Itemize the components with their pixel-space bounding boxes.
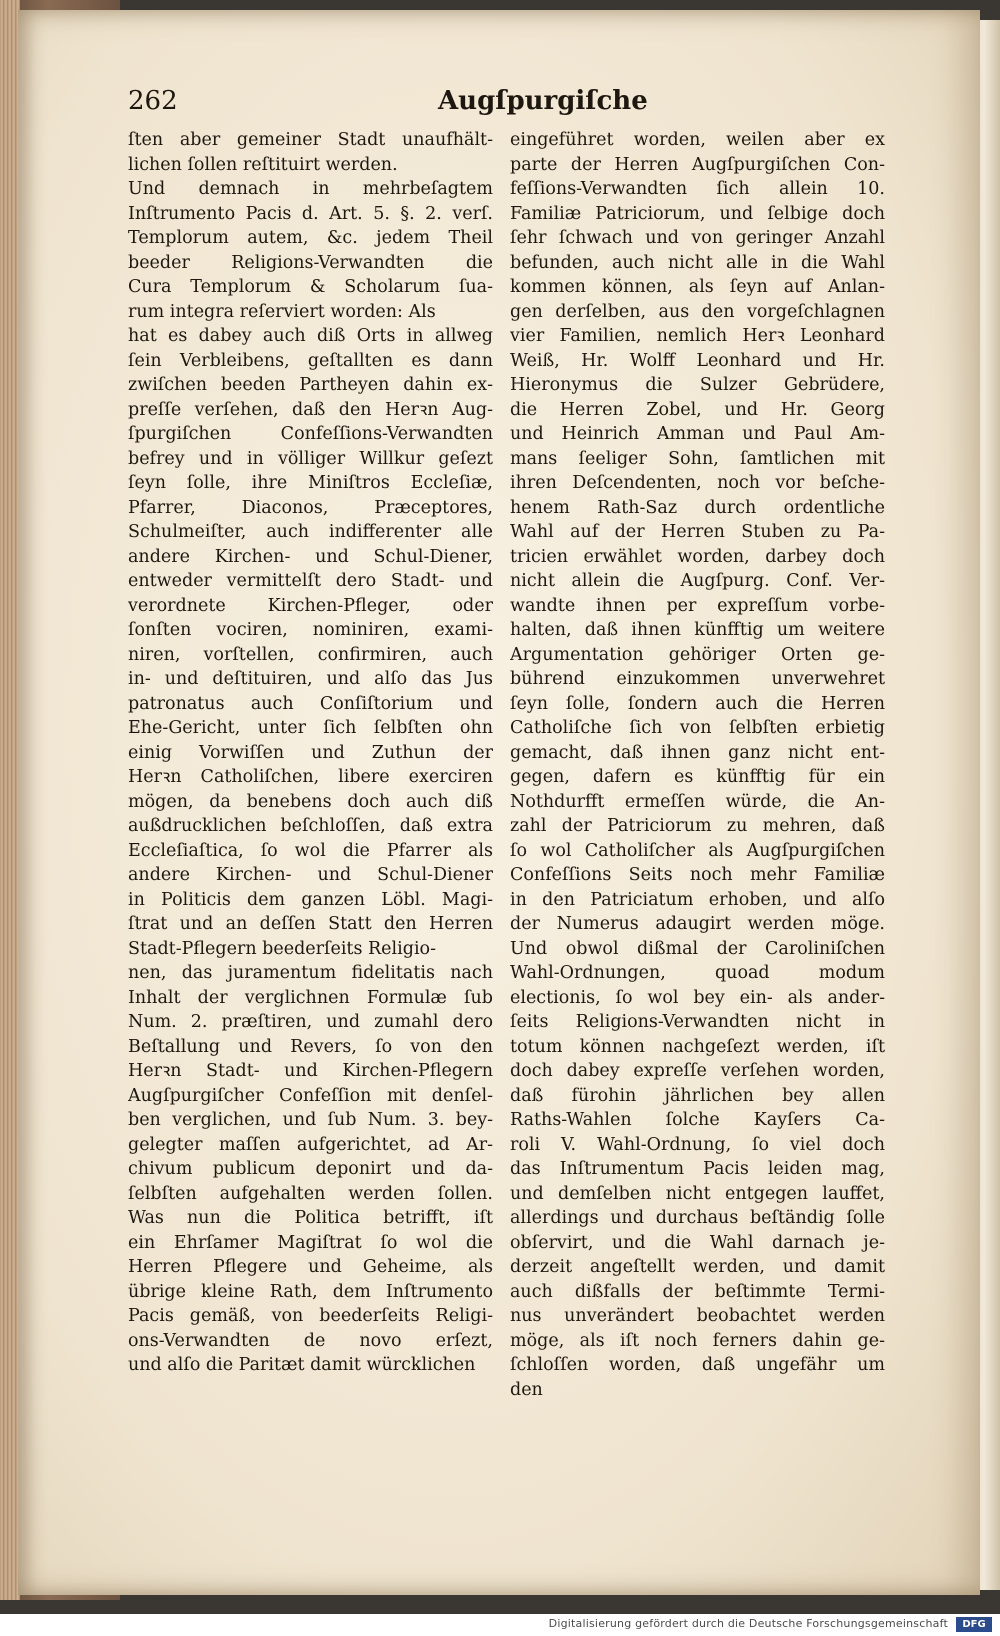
text-line: Familiæ Patriciorum, und ſelbige doch: [510, 203, 885, 224]
text-line: Raths‐Wahlen ſolche Kayſers Ca‐: [510, 1110, 885, 1130]
text-line: tricien erwählet worden, darbey doch: [510, 546, 885, 567]
text-line: hat es dabey auch diß Orts in allweg: [128, 326, 493, 346]
text-line: Stadt‐Pflegern beederſeits Religio‐: [128, 938, 436, 959]
text-line: Herren Pflegere und Geheime, als: [128, 1257, 493, 1277]
text-line: ſeyn ſolle, ihre Miniſtros Eccleſiæ,: [128, 473, 493, 493]
text-line: zwiſchen beeden Partheyen dahin ex‐: [128, 375, 493, 395]
text-line: Templorum autem, &c. jedem Theil: [128, 228, 493, 248]
text-line: zahl der Patriciorum zu mehren, daß: [510, 816, 885, 836]
text-line: der Numerus adaugirt werden möge.: [510, 914, 885, 934]
text-line: andere Kirchen‐ und Schul‐Diener,: [128, 546, 493, 567]
text-line: Catholiſche ſich von ſelbſten erbietig: [510, 718, 885, 738]
text-line: ſpurgiſchen Confeſſions‐Verwandten: [128, 424, 493, 444]
text-line: Weiß, Hr. Wolff Leonhard und Hr.: [510, 350, 885, 371]
text-line: Ehe‐Gericht, unter ſich ſelbſten ohn: [128, 718, 493, 738]
text-line: gelegter maſſen aufgerichtet, ad Ar‐: [128, 1134, 493, 1155]
text-line: rum integra reſerviert worden: Als: [128, 301, 436, 322]
text-line: übrige kleine Rath, dem Inſtrumento: [128, 1281, 493, 1302]
text-line: nicht allein die Augſpurg. Conf. Ver‐: [510, 571, 885, 591]
text-line: das Inſtrumentum Pacis leiden mag,: [510, 1159, 885, 1179]
page-number: 262: [128, 86, 178, 116]
text-line: und demſelben nicht entgegen lauffet,: [510, 1183, 885, 1204]
text-line: ein Ehrſamer Magiſtrat ſo wol die: [128, 1232, 493, 1253]
text-line: den: [510, 1379, 543, 1400]
text-line: die Herren Zobel, und Hr. Georg: [510, 399, 885, 420]
text-line: und alſo die Paritæt damit würcklichen: [128, 1355, 476, 1375]
text-line: ihren Deſcendenten, noch vor beſche‐: [510, 473, 885, 493]
text-line: Inſtrumento Pacis d. Art. 5. §. 2. verſ.: [128, 203, 493, 224]
text-line: Num. 2. præſtiren, und zumahl dero: [128, 1012, 493, 1032]
text-line: Hieronymus die Sulzer Gebrüdere,: [510, 375, 885, 395]
text-line: ſeyn ſolle, ſondern auch die Herren: [510, 693, 885, 714]
text-line: auch dißfalls der beſtimmte Termi‐: [510, 1281, 885, 1302]
text-line: obſervirt, und die Wahl darnach je‐: [510, 1232, 885, 1253]
page-edges: [0, 0, 20, 1600]
text-line: andere Kirchen‐ und Schul‐Diener: [128, 865, 493, 885]
text-line: ons‐Verwandten de novo erſezt,: [128, 1330, 493, 1351]
text-line: Was nun die Politica betrifft, iſt: [128, 1208, 493, 1228]
text-line: gemacht, daß ihnen ganz nicht ent‐: [510, 742, 885, 763]
text-line: niren, vorſtellen, confirmiren, auch: [128, 644, 493, 665]
text-line: ſelbſten aufgehalten werden ſollen.: [128, 1183, 493, 1204]
text-line: ſonſten vociren, nominiren, exami‐: [128, 620, 493, 640]
text-line: electionis, ſo wol bey ein‐ als ander‐: [510, 987, 885, 1008]
text-line: parte der Herren Augſpurgiſchen Con‐: [510, 154, 885, 175]
text-line: außdrucklichen beſchloſſen, daß extra: [128, 816, 493, 836]
text-line: ſtrat und an deſſen Statt den Herren: [128, 914, 493, 934]
text-line: ſehr ſchwach und von geringer Anzahl: [510, 228, 885, 248]
text-line: Herꝛn Stadt‐ und Kirchen‐Pflegern: [128, 1061, 493, 1081]
text-line: Pacis gemäß, von beederſeits Religi‐: [128, 1306, 493, 1326]
text-line: befrey und in völliger Willkur geſezt: [128, 448, 493, 469]
text-line: Pfarrer, Diaconos, Præceptores,: [128, 497, 493, 518]
page-header: [108, 86, 648, 126]
text-line: Beſtallung und Revers, ſo von den: [128, 1036, 493, 1057]
text-line: in‐ und deſtituiren, und alſo das Jus: [128, 669, 493, 689]
text-line: Wahl‐Ordnungen, quoad modum: [510, 963, 885, 983]
right-text-column: [510, 128, 885, 1402]
text-line: Inhalt der verglichnen Formulæ ſub: [128, 987, 493, 1008]
text-line: lichen ſollen reſtituirt werden.: [128, 154, 398, 175]
left-text-column: [128, 128, 493, 1378]
text-line: mögen, da benebens doch auch diß: [128, 791, 493, 812]
text-line: kommen können, als ſeyn auf Anlan‐: [510, 277, 885, 297]
text-line: in Politicis dem ganzen Löbl. Magi‐: [128, 889, 493, 910]
text-line: Nothdurfft ermeſſen würde, die An‐: [510, 791, 885, 812]
text-line: gegen, dafern es künfftig für ein: [510, 767, 885, 787]
text-line: gen derſelben, aus den vorgeſchlagnen: [510, 301, 885, 322]
text-line: ſo wol Catholiſcher als Augſpurgiſchen: [510, 840, 885, 861]
text-line: Und obwol dißmal der Caroliniſchen: [510, 938, 885, 959]
text-line: doch dabey expreſſe verſehen worden,: [510, 1061, 885, 1081]
text-line: verordnete Kirchen‐Pfleger, oder: [128, 595, 493, 616]
text-line: beeder Religions‐Verwandten die: [128, 252, 493, 273]
text-line: Schulmeiſter, auch indifferenter alle: [128, 522, 493, 542]
text-line: roli V. Wahl‐Ordnung, ſo viel doch: [510, 1134, 885, 1155]
text-line: eingeführet worden, weilen aber ex: [510, 130, 885, 150]
text-line: und Heinrich Amman und Paul Am‐: [510, 424, 885, 444]
text-line: feſſions‐Verwandten ſich allein 10.: [510, 179, 885, 199]
text-line: preſſe verſehen, daß den Herꝛn Aug‐: [128, 399, 493, 420]
text-line: Wahl auf der Herren Stuben zu Pa‐: [510, 522, 885, 542]
text-line: ſchloſſen worden, daß ungefähr um: [510, 1355, 885, 1375]
text-line: Cura Templorum & Scholarum ſua‐: [128, 277, 493, 297]
text-line: Herꝛn Catholiſchen, libere exerciren: [128, 767, 493, 787]
text-line: ſten aber gemeiner Stadt unaufhält‐: [128, 130, 493, 150]
text-line: patronatus auch Conſiſtorium und: [128, 693, 493, 714]
text-line: in den Patriciatum erhoben, und alſo: [510, 889, 885, 910]
text-line: totum können nachgeſezt werden, iſt: [510, 1036, 885, 1057]
text-line: bührend einzukommen unverwehret: [510, 669, 885, 689]
text-line: mans ſeeliger Sohn, ſamtlichen mit: [510, 448, 885, 469]
text-line: Confeſſions Seits noch mehr Familiæ: [510, 865, 885, 885]
text-line: ſein Verbleibens, geſtallten es dann: [128, 350, 493, 371]
text-line: Augſpurgiſcher Confeſſion mit denſel‐: [128, 1085, 493, 1106]
text-line: ſeits Religions‐Verwandten nicht in: [510, 1012, 885, 1032]
text-line: entweder vermittelſt dero Stadt‐ und: [128, 571, 493, 591]
footer-bar: [0, 1614, 1000, 1636]
running-title: Augſpurgiſche: [438, 86, 648, 116]
text-line: nus unverändert beobachtet werden: [510, 1306, 885, 1326]
dfg-logo: DFG: [956, 1617, 992, 1632]
text-line: chivum publicum deponirt und da‐: [128, 1159, 493, 1179]
text-line: wandte ihnen per expreſſum vorbe‐: [510, 595, 885, 616]
text-line: Argumentation gehöriger Orten ge‐: [510, 644, 885, 665]
text-line: nen, das juramentum fidelitatis nach: [128, 963, 493, 983]
text-line: möge, als iſt noch ferners dahin ge‐: [510, 1330, 885, 1351]
text-line: vier Familien, nemlich Herꝛ Leonhard: [510, 326, 885, 346]
text-line: Eccleſiaſtica, ſo wol die Pfarrer als: [128, 840, 493, 861]
text-line: allerdings und durchaus beſtändig ſolle: [510, 1208, 885, 1228]
digitization-credit: Digitalisierung gefördert durch die Deutsche Forschungsgemeinschaft: [548, 1617, 948, 1630]
text-line: einig Vorwiſſen und Zuthun der: [128, 742, 493, 763]
text-line: ben verglichen, und ſub Num. 3. bey‐: [128, 1110, 493, 1130]
text-line: daß fürohin jährlichen bey allen: [510, 1085, 885, 1106]
text-line: henem Rath‐Saz durch ordentliche: [510, 497, 885, 518]
text-line: Und demnach in mehrbeſagtem: [128, 179, 493, 199]
text-line: derzeit angeſtellt werden, und damit: [510, 1257, 885, 1277]
text-line: halten, daß ihnen künfftig um weitere: [510, 620, 885, 640]
text-line: befunden, auch nicht alle in die Wahl: [510, 252, 885, 273]
